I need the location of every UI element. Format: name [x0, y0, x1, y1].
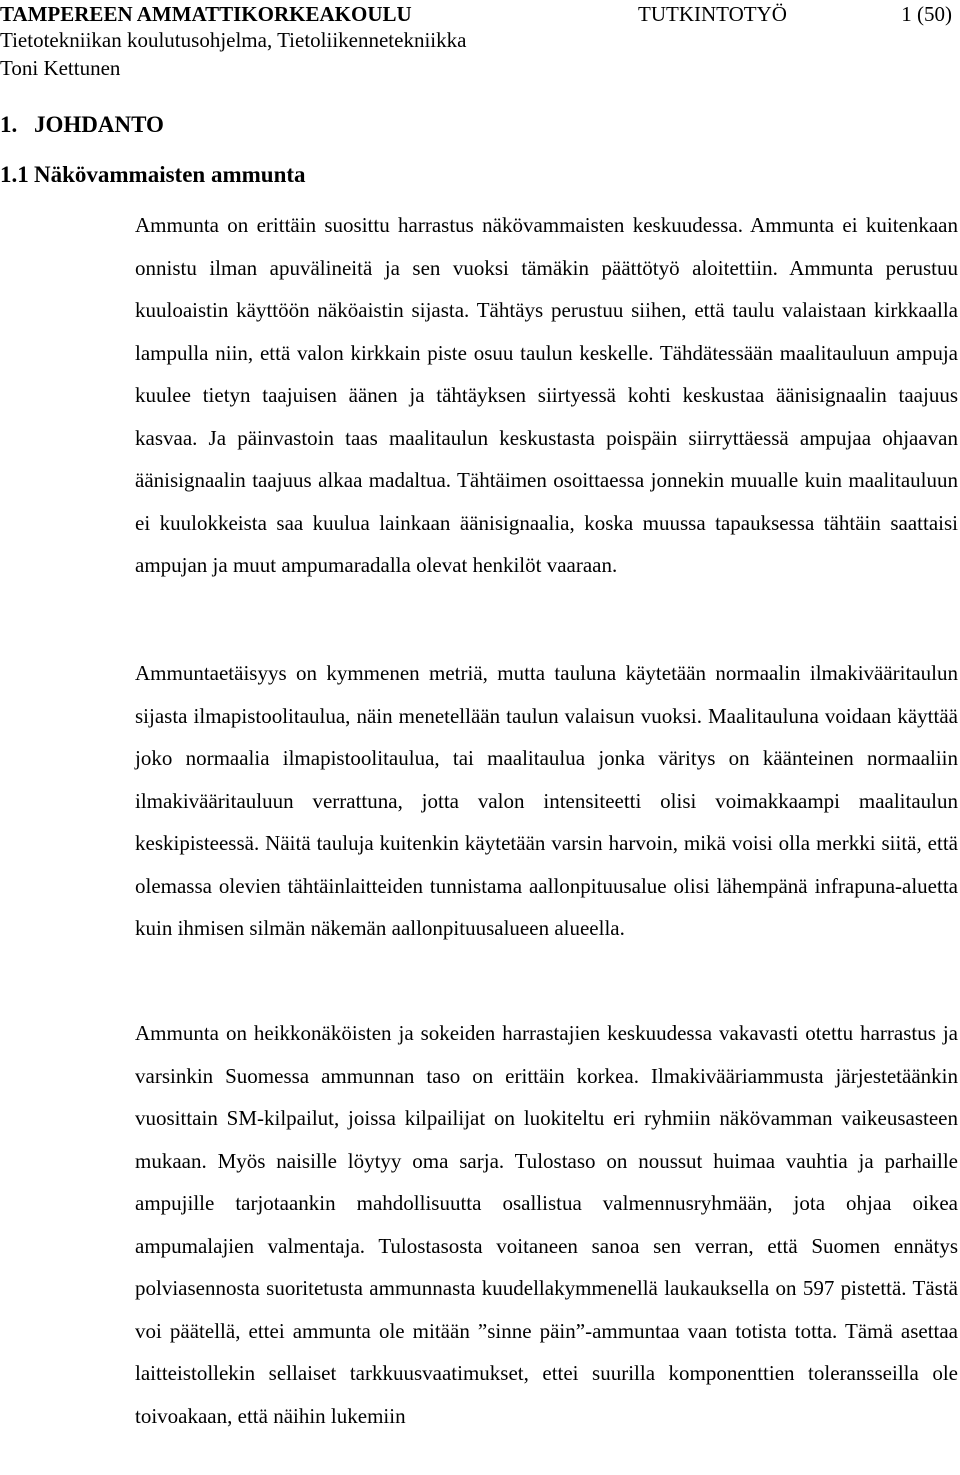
author-name: Toni Kettunen	[0, 56, 121, 80]
school-name: TAMPEREEN AMMATTIKORKEAKOULU	[0, 2, 412, 26]
header-program-row	[0, 26, 960, 54]
section-number: 1.1	[0, 162, 29, 187]
chapter-title: JOHDANTO	[34, 112, 164, 137]
section-heading	[0, 160, 306, 190]
page-header	[0, 0, 960, 82]
chapter-number: 1.	[0, 112, 18, 137]
chapter-heading	[0, 110, 164, 140]
degree-program: Tietotekniikan koulutusohjelma, Tietoliikennetekniikka	[0, 28, 467, 52]
body-paragraph: Ammunta on heikkonäköisten ja sokeiden harrastajien keskuudessa vakavasti otettu harrastus ja varsinkin Suomessa ammunnan taso on erittäin korkea. Ilmakivääriammusta järjestetäänkin vuosittain SM-kilpailut, joissa kilpailijat on luokiteltu eri ryhmiin näkövamman vaikeusasteen mukaan. Myös naisille löytyy oma sarja. Tulostaso on noussut huimaa vauhtia ja parhaille ampujille tarjotaankin mahdollisuutta osallistua valmennusryhmään, jota ohjaa oikea ampumalajien valmentaja. Tulostasosta voitaneen sanoa sen verran, että Suomen ennätys polviasennosta suoritetusta ammunnasta kuudellakymmenellä laukauksella on 597 pistettä. Tästä voi päätellä, ettei ammunta ole mitään ”sinne päin”-ammuntaa vaan totista totta. Tämä asettaa laitteistollekin sellaiset tarkkuusvaatimukset, ettei suurilla komponenttien toleransseilla ole toivoakaan, että näihin lukemiin	[135, 1021, 958, 1428]
body-paragraph: Ammunta on erittäin suosittu harrastus näkövammaisten keskuudessa. Ammunta ei kuitenkaan onnistu ilman apuvälineitä ja sen vuoksi tämäkin päättötyö aloitettiin. Ammunta perustuu kuuloaistin käyttöön näköaistin sijasta. Tähtäys perustuu siihen, että taulu valaistaan kirkkaalla lampulla niin, että valon kirkkain piste osuu taulun keskelle. Tähdätessään maalitauluun ampuja kuulee tietyn taajuisen äänen ja tähtäyksen siirtyessä kohti keskustaa äänisignaalin taajuus kasvaa. Ja päinvastoin taas maalitaulun keskustasta poispäin siirryttäessä ampujaa ohjaavan äänisignaalin taajuus alkaa madaltua. Tähtäimen osoittaessa jonnekin muualle kuin maalitauluun ei kuulokkeista saa kuulua lainkaan äänisignaalia, koska muussa tapauksessa tähtäin saattaisi ampujan ja muut ampumaradalla olevat henkilöt vaaraan.	[135, 213, 958, 577]
page-number: 1 (50)	[901, 2, 952, 26]
header-top-row	[0, 0, 960, 26]
document-type: TUTKINTOTYÖ	[638, 2, 787, 26]
body-paragraph: Ammuntaetäisyys on kymmenen metriä, mutta tauluna käytetään normaalin ilmakivääritaulun sijasta ilmapistoolitaulua, näin menetellään taulun valaisun vuoksi. Maalitauluna voidaan käyttää joko normaalia ilmapistoolitaulua, tai maalitaulua jonka väritys on käänteinen normaaliin ilmakivääritauluun verrattuna, jotta valon intensiteetti olisi voimakkaampi maalitaulun keskipisteessä. Näitä tauluja kuitenkin käytetään varsin harvoin, mikä voisi olla merkki siitä, että olemassa olevien tähtäinlaitteiden tunnistama aallonpituusalue olisi lähempänä infrapuna-aluetta kuin ihmisen silmän näkemän aallonpituusalueen alueella.	[135, 661, 958, 940]
section-title: Näkövammaisten ammunta	[34, 162, 306, 187]
header-author-row	[0, 54, 960, 82]
